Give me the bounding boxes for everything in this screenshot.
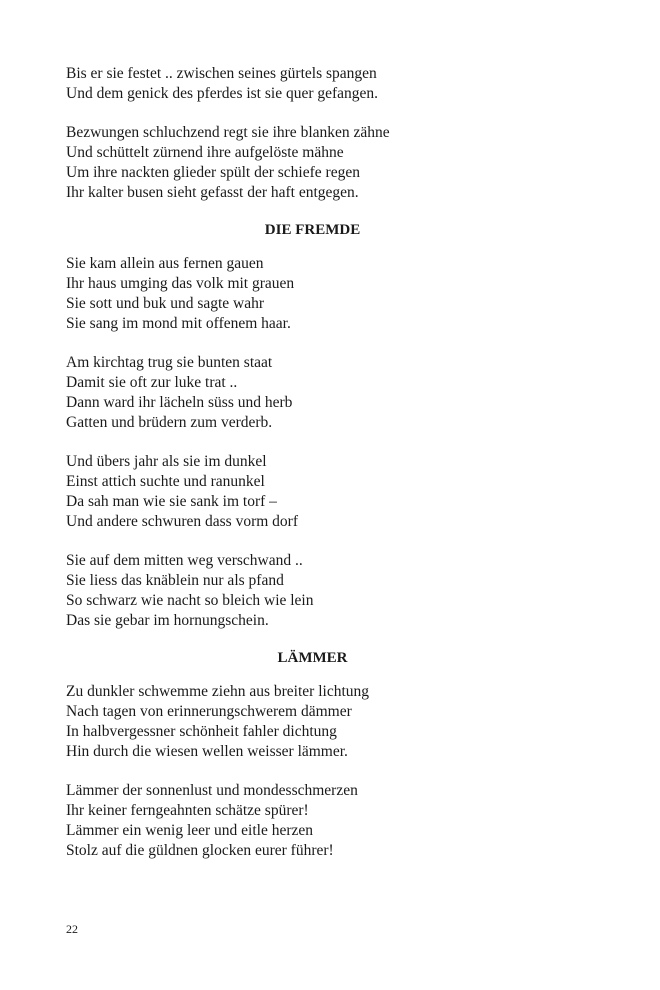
book-page bbox=[66, 64, 626, 860]
verse-line: Sie sang im mond mit offenem haar. bbox=[66, 314, 291, 332]
verse-line: Sie kam allein aus fernen gauen bbox=[66, 255, 264, 273]
page-number: 22 bbox=[66, 922, 78, 936]
verse-line: Am kirchtag trug sie bunten staat bbox=[66, 354, 273, 372]
poem-title: DIE FREMDE bbox=[264, 221, 361, 238]
verse-line: So schwarz wie nacht so bleich wie lein bbox=[66, 591, 314, 609]
verse-line: Das sie gebar im hornungschein. bbox=[66, 611, 269, 629]
stanza bbox=[66, 551, 626, 630]
verse-line: Sie auf dem mitten weg verschwand .. bbox=[66, 552, 303, 570]
verse-line: Zu dunkler schwemme ziehn aus breiter lichtung bbox=[66, 683, 370, 701]
verse-line: Und andere schwuren dass vorm dorf bbox=[66, 512, 299, 530]
verse-line: Gatten und brüdern zum verderb. bbox=[66, 413, 273, 431]
stanza bbox=[66, 781, 626, 860]
stanza bbox=[66, 254, 626, 333]
verse-line: Und schüttelt zürnend ihre aufgelöste mähne bbox=[66, 144, 344, 162]
stanza bbox=[66, 123, 626, 202]
verse-line: Nach tagen von erinnerungschwerem dämmer bbox=[66, 703, 352, 721]
verse-line: Lämmer der sonnenlust und mondesschmerzen bbox=[66, 782, 358, 800]
verse-line: In halbvergessner schönheit fahler dichtung bbox=[66, 722, 337, 740]
stanza bbox=[66, 64, 626, 104]
verse-line: Und dem genick des pferdes ist sie quer gefangen. bbox=[66, 84, 379, 102]
stanza bbox=[66, 353, 626, 432]
verse-line: Sie liess das knäblein nur als pfand bbox=[66, 572, 284, 590]
verse-line: Einst attich suchte und ranunkel bbox=[66, 473, 265, 491]
verse-line: Da sah man wie sie sank im torf – bbox=[66, 492, 277, 510]
verse-line: Stolz auf die güldnen glocken eurer führer! bbox=[66, 841, 334, 859]
verse-line: Lämmer ein wenig leer und eitle herzen bbox=[66, 821, 314, 839]
verse-line: Hin durch die wiesen wellen weisser lämmer. bbox=[66, 742, 348, 760]
verse-line: Damit sie oft zur luke trat .. bbox=[66, 374, 238, 392]
verse-line: Bezwungen schluchzend regt sie ihre blanken zähne bbox=[66, 124, 390, 142]
verse-line: Ihr kalter busen sieht gefasst der haft entgegen. bbox=[66, 183, 359, 201]
verse-line: Um ihre nackten glieder spült der schiefe regen bbox=[66, 163, 360, 181]
stanza bbox=[66, 682, 626, 761]
verse-line: Bis er sie festet .. zwischen seines gürtels spangen bbox=[66, 65, 377, 82]
verse-line: Sie sott und buk und sagte wahr bbox=[66, 294, 265, 312]
verse-line: Dann ward ihr lächeln süss und herb bbox=[66, 393, 293, 411]
verse-line: Ihr keiner ferngeahnten schätze spürer! bbox=[66, 802, 309, 820]
verse-line: Und übers jahr als sie im dunkel bbox=[66, 453, 267, 471]
verse-line: Ihr haus umging das volk mit grauen bbox=[66, 275, 295, 293]
stanza bbox=[66, 452, 626, 531]
poem-title: LÄMMER bbox=[277, 649, 348, 666]
